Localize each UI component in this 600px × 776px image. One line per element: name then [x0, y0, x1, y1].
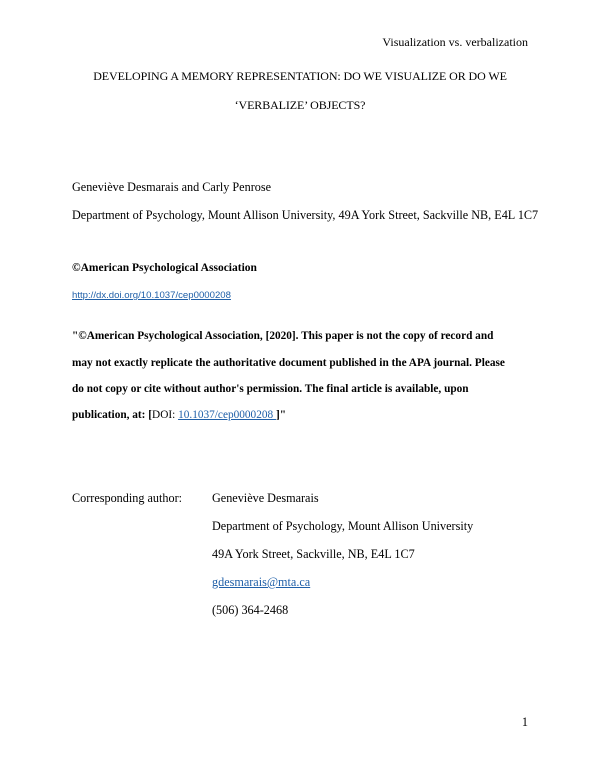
corresponding-name: Geneviève Desmarais: [212, 491, 319, 505]
notice-prefix: publication, at: [: [72, 409, 153, 421]
corresponding-address: 49A York Street, Sackville, NB, E4L 1C7: [212, 547, 415, 561]
title-line-2: ‘VERBALIZE’ OBJECTS?: [234, 98, 366, 112]
affiliation: Department of Psychology, Mount Allison University, 49A York Street, Sackville NB, E4L 1C7: [72, 208, 539, 222]
corresponding-phone: (506) 364-2468: [212, 603, 289, 617]
notice-line-2: may not exactly replicate the authoritative document published in the APA journal. Please: [72, 357, 505, 369]
notice-line-1: "©American Psychological Association, [2020]. This paper is not the copy of record and: [72, 330, 494, 342]
notice-suffix: ]": [275, 409, 287, 421]
title-line-1: DEVELOPING A MEMORY REPRESENTATION: DO WE VISUALIZE OR DO WE: [93, 69, 507, 83]
notice-doi-link[interactable]: 10.1037/cep0000208: [178, 409, 276, 421]
corresponding-author-label: Corresponding author:: [72, 491, 183, 505]
copyright-notice: ©American Psychological Association: [72, 262, 257, 274]
running-head: Visualization vs. verbalization: [382, 35, 528, 49]
email-link[interactable]: gdesmarais@mta.ca: [212, 575, 311, 589]
author-list: Geneviève Desmarais and Carly Penrose: [72, 180, 271, 194]
page-number: 1: [521, 715, 528, 729]
notice-line-3: do not copy or cite without author's permission. The final article is available, upon: [72, 383, 469, 395]
doi-label: DOI:: [152, 409, 179, 421]
doi-link[interactable]: http://dx.doi.org/10.1037/cep0000208: [72, 290, 231, 301]
notice-line-4: [72, 409, 286, 421]
corresponding-department: Department of Psychology, Mount Allison University: [212, 519, 474, 533]
